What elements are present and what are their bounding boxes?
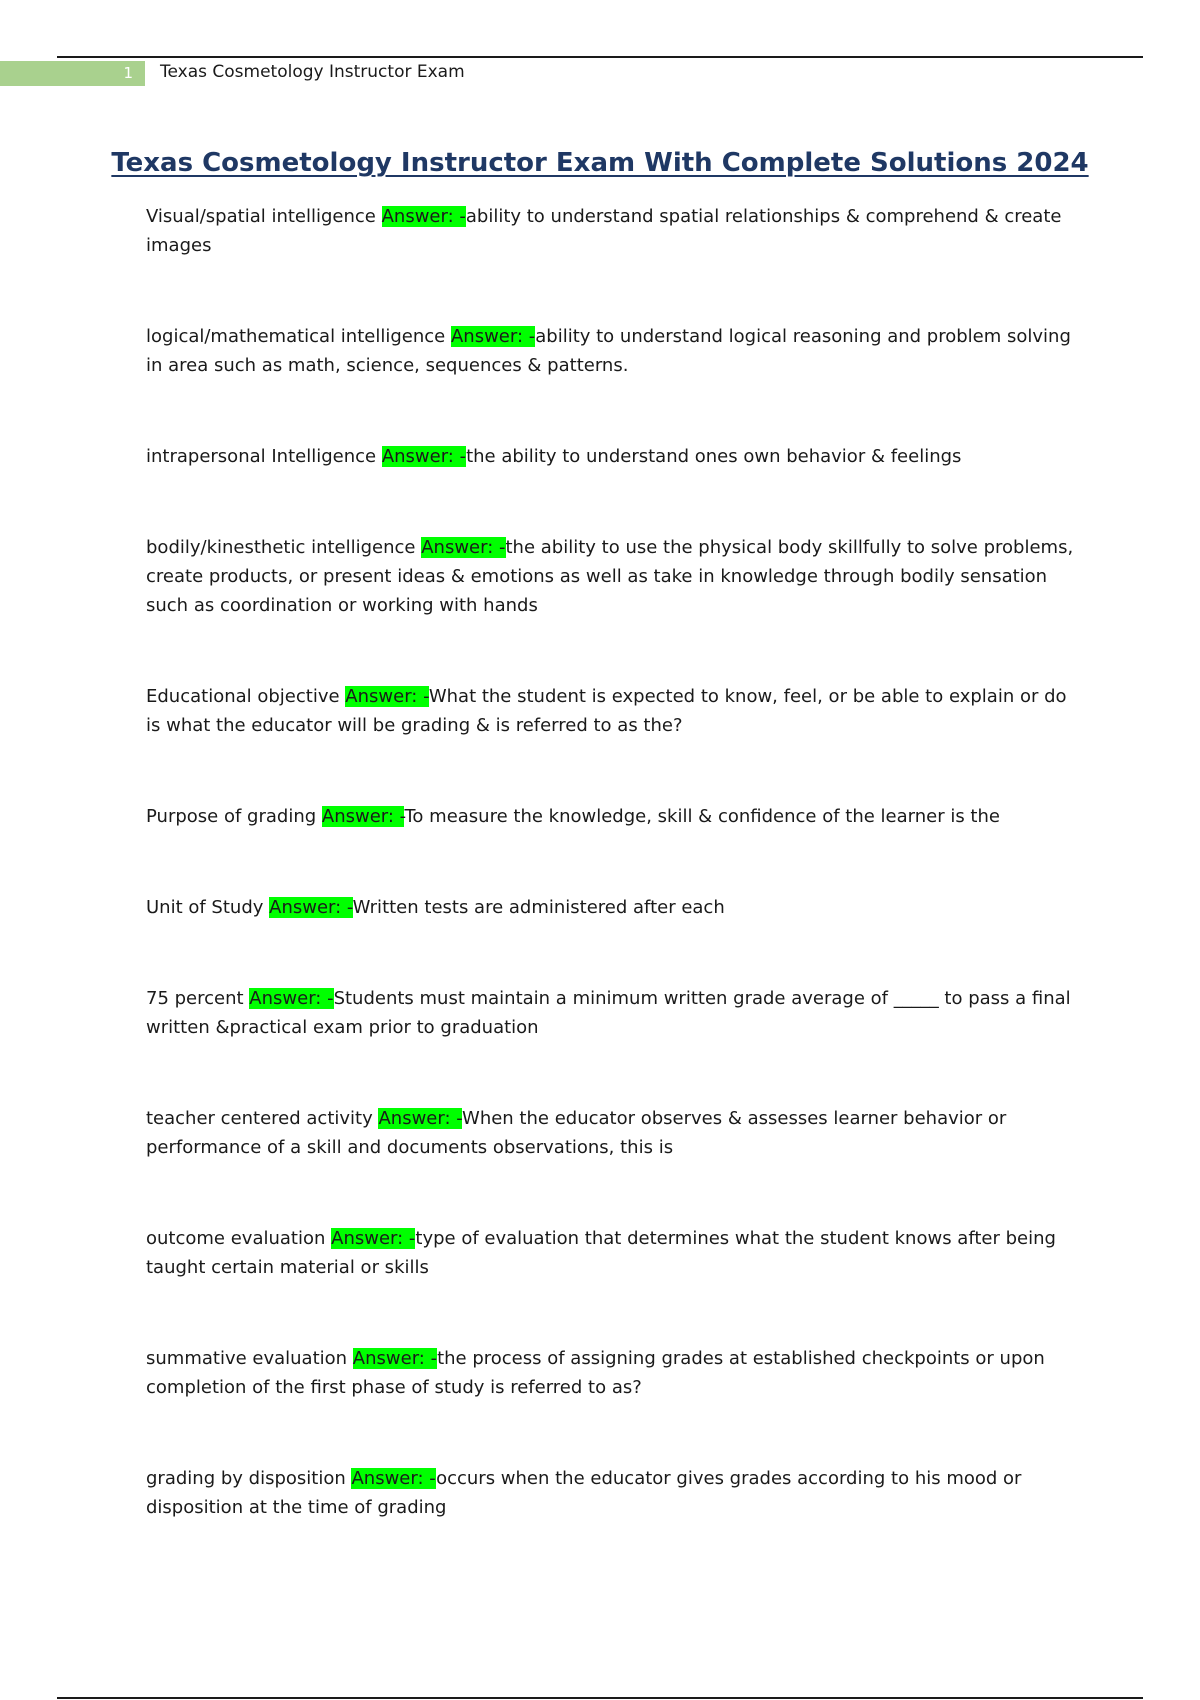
qa-definition: the process of assigning grades at established checkpoints or upon completion of the first phase of study is referred to as? [146, 1348, 1045, 1398]
qa-item [146, 682, 1076, 740]
qa-definition: the ability to understand ones own behavior & feelings [466, 446, 962, 467]
header-rule [57, 56, 1143, 58]
answer-label: Answer: - [421, 537, 506, 558]
qa-term: teacher centered activity [146, 1108, 379, 1129]
qa-item [146, 984, 1076, 1042]
qa-item [146, 533, 1076, 620]
document-title: Texas Cosmetology Instructor Exam With Complete Solutions 2024 [111, 148, 1089, 178]
qa-definition: type of evaluation that determines what the student knows after being taught certain material or skills [146, 1228, 1056, 1278]
answer-label: Answer: - [331, 1228, 416, 1249]
answer-label: Answer: - [351, 1468, 437, 1489]
qa-item [146, 1464, 1076, 1522]
qa-term: intrapersonal Intelligence [146, 446, 382, 467]
qa-term: Purpose of grading [146, 806, 322, 827]
qa-list [146, 202, 1076, 1522]
qa-definition: Students must maintain a minimum written grade average of _____ to pass a final written &practical exam prior to graduation [146, 988, 1071, 1038]
qa-term: bodily/kinesthetic intelligence [146, 537, 422, 558]
page-number: 1 [123, 64, 133, 82]
qa-term: summative evaluation [146, 1348, 353, 1369]
qa-item [146, 442, 1076, 471]
qa-item [146, 1224, 1076, 1282]
qa-term: Educational objective [146, 686, 346, 707]
qa-item [146, 802, 1076, 831]
qa-term: Visual/spatial intelligence [146, 206, 382, 227]
qa-term: grading by disposition [146, 1468, 352, 1489]
qa-item [146, 1344, 1076, 1402]
answer-label: Answer: - [378, 1108, 463, 1129]
qa-item [146, 1104, 1076, 1162]
qa-definition: ability to understand spatial relationships & comprehend & create images [146, 206, 1062, 256]
answer-label: Answer: - [345, 686, 429, 707]
qa-term: Unit of Study [146, 897, 270, 918]
qa-item [146, 322, 1076, 380]
qa-item [146, 202, 1076, 260]
qa-term: outcome evaluation [146, 1228, 332, 1249]
footer-rule [57, 1697, 1143, 1699]
qa-definition: occurs when the educator gives grades according to his mood or disposition at the time of grading [146, 1468, 1022, 1518]
qa-definition: ability to understand logical reasoning and problem solving in area such as math, science, sequences & patterns. [146, 326, 1071, 376]
answer-label: Answer: - [352, 1348, 438, 1369]
answer-label: Answer: - [450, 326, 536, 347]
qa-definition: Written tests are administered after each [352, 897, 725, 918]
answer-label: Answer: - [321, 806, 405, 827]
qa-definition: When the educator observes & assesses learner behavior or performance of a skill and documents observations, this is [146, 1108, 1007, 1158]
running-header-title: Texas Cosmetology Instructor Exam [160, 62, 465, 82]
qa-item [146, 893, 1076, 922]
answer-label: Answer: - [269, 897, 353, 918]
qa-definition: What the student is expected to know, feel, or be able to explain or do is what the educator will be grading & is referred to as the? [146, 686, 1067, 736]
qa-definition: the ability to use the physical body skillfully to solve problems, create products, or present ideas & emotions as well as take in knowledge through bodily sensation such as coordination or working with hands [146, 537, 1074, 616]
qa-definition: To measure the knowledge, skill & confidence of the learner is the [404, 806, 1000, 827]
answer-label: Answer: - [249, 988, 334, 1009]
qa-term: logical/mathematical intelligence [146, 326, 451, 347]
answer-label: Answer: - [381, 446, 467, 467]
answer-label: Answer: - [381, 206, 466, 227]
qa-term: 75 percent [146, 988, 250, 1009]
page-number-tab [0, 61, 145, 86]
